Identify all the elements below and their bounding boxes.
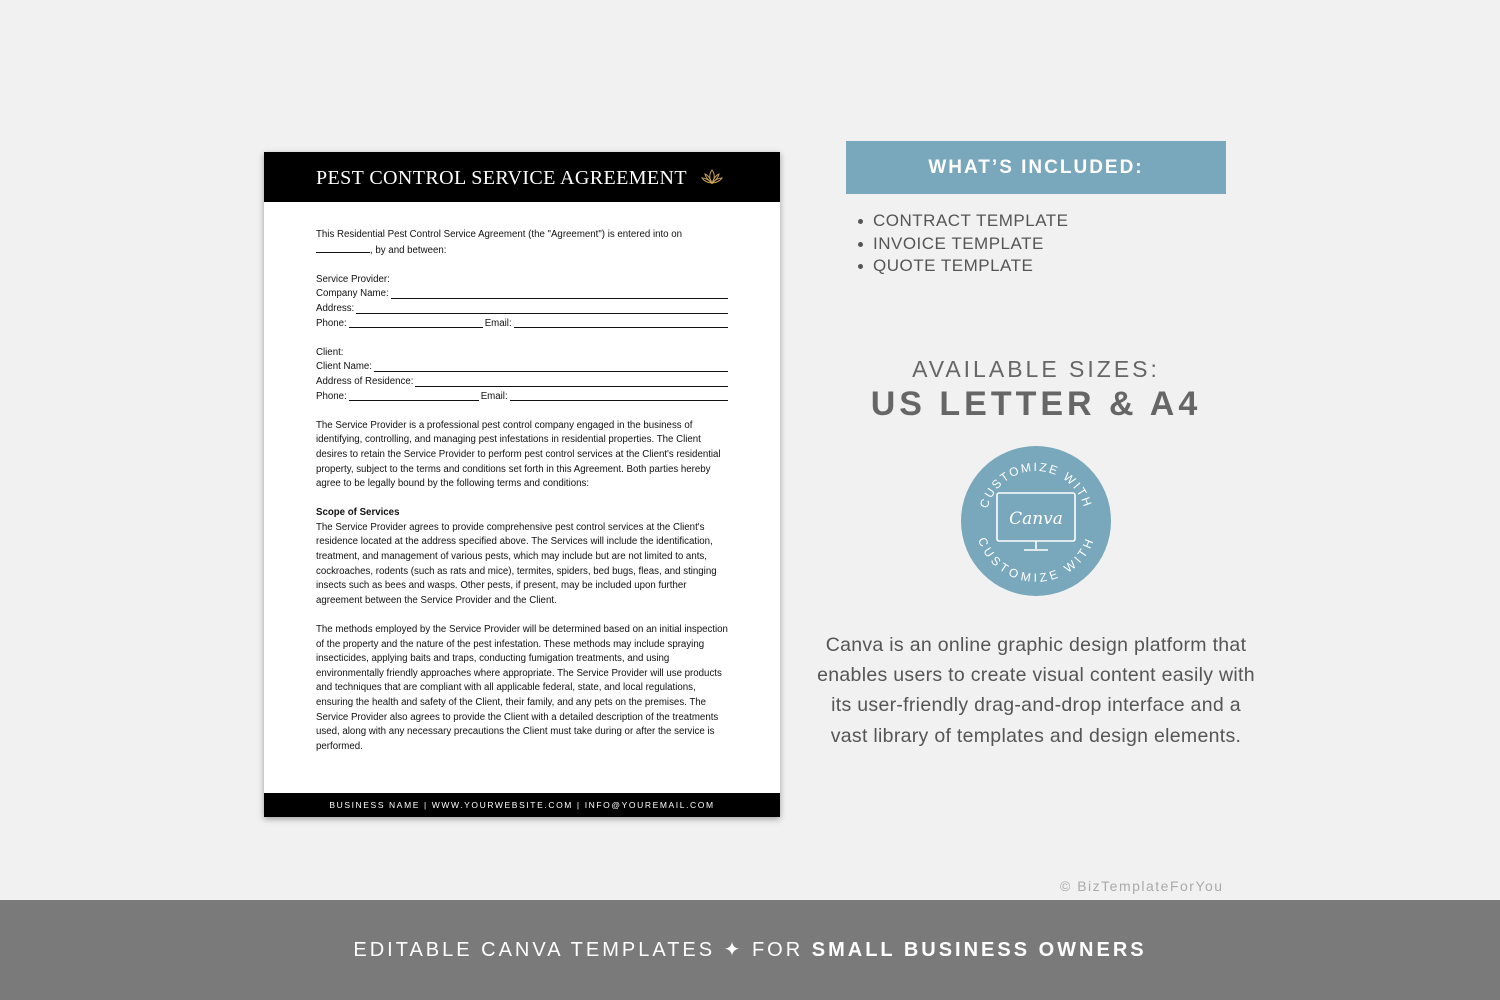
provider-address-field: Address: — [316, 302, 730, 317]
client-heading: Client: — [316, 346, 344, 358]
included-list — [873, 210, 1069, 278]
list-item: QUOTE TEMPLATE — [873, 255, 1069, 278]
bottom-banner — [0, 900, 1500, 1000]
company-name-field: Company Name: — [316, 287, 730, 302]
canva-logo-text: Canva — [1009, 509, 1063, 529]
canva-badge — [960, 445, 1112, 597]
client-phone-email-field: Phone: Email: — [316, 390, 730, 405]
client-name-field: Client Name: — [316, 360, 730, 375]
provider-phone-email-field: Phone: Email: — [316, 317, 730, 332]
scope-heading: Scope of Services — [316, 507, 400, 519]
service-provider-heading: Service Provider: — [316, 273, 390, 285]
copyright: © BizTemplateForYou — [1060, 878, 1224, 894]
document-title: PEST CONTROL SERVICE AGREEMENT — [316, 167, 687, 189]
document-header — [264, 152, 780, 202]
document-body — [316, 228, 730, 754]
banner-text: EDITABLE CANVA TEMPLATES ✦ FOR SMALL BUSINESS OWNERS — [353, 939, 1147, 961]
residence-address-field: Address of Residence: — [316, 375, 730, 390]
scope-paragraph: The Service Provider agrees to provide comprehensive pest control services at the Client's residence located at the address specified above. The Services will include the identification, treatment, and management of various pests, which may include but are not limited to ants, cockroaches, rodents (such as rats and mice), termites, spiders, bed bugs, fleas, and stinging insects such as bees and wasps. Other pests, if present, may be included upon further agreement between the Service Provider and the Client. — [316, 521, 717, 606]
badge-ring-text-top: CUSTOMIZE WITH — [976, 459, 1096, 510]
canva-description: Canva is an online graphic design platform that enables users to create visual content easily with its user-friendly drag-and-drop interface and a vast library of templates and design elements. — [817, 634, 1255, 747]
badge-ring-text-bottom: CUSTOMIZE WITH — [975, 535, 1097, 585]
included-heading: WHAT’S INCLUDED: — [846, 141, 1226, 194]
sizes-label: AVAILABLE SIZES: — [912, 356, 1160, 382]
date-blank — [316, 243, 370, 253]
intro-text: This Residential Pest Control Service Agreement (the "Agreement") is entered into on , by and between: — [316, 229, 683, 256]
lotus-icon — [701, 168, 723, 186]
sizes-value: US LETTER & A4 — [870, 385, 1202, 423]
list-item: CONTRACT TEMPLATE — [873, 210, 1069, 233]
document-footer: BUSINESS NAME | WWW.YOURWEBSITE.COM | INFO@YOUREMAIL.COM — [264, 793, 780, 817]
intro-paragraph: The Service Provider is a professional pest control company engaged in the business of identifying, controlling, and managing pest infestations in residential properties. The Client desires to retain the Service Provider to perform pest control services at the Client's residential property, subject to the terms and conditions set forth in this Agreement. Both parties hereby agree to be legally bound by the following terms and conditions: — [316, 419, 721, 490]
methods-paragraph: The methods employed by the Service Provider will be determined based on an initial inspection of the property and the nature of the pest infestation. These methods may include spraying insecticides, applying baits and traps, conducting fumigation treatments, and using environmentally friendly approaches where appropriate. The Service Provider will use products and techniques that are compliant with all applicable federal, state, and local regulations, ensuring the health and safety of the Client, their family, and any pets on the premises. The Service Provider also agrees to provide the Client with a detailed description of the treatments used, along with any necessary precautions the Client must take during or after the service is performed. — [316, 624, 728, 752]
list-item: INVOICE TEMPLATE — [873, 233, 1069, 256]
document-preview — [264, 152, 780, 817]
